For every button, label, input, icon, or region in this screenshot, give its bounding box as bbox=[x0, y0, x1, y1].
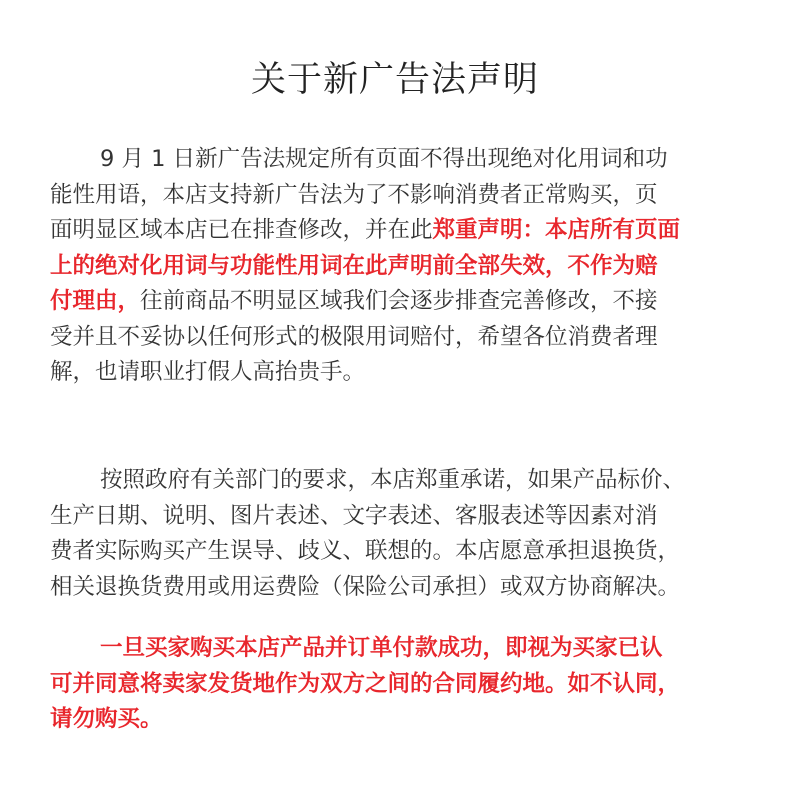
page-title: 关于新广告法声明 bbox=[250, 60, 539, 100]
emphasis-line: 一旦买家购买本店产品并订单付款成功，即视为买家已认 bbox=[100, 635, 663, 661]
emphasis-line: 上的绝对化用词与功能性用词在此声明前全部失效，不作为赔 bbox=[50, 252, 658, 279]
paragraph-line: 能性用语，本店支持新广告法为了不影响消费者正常购买，页 bbox=[50, 181, 658, 208]
paragraph-contract-location bbox=[50, 631, 750, 738]
paragraph-line: 费者实际购买产生误导、歧义、联想的。本店愿意承担退换货， bbox=[50, 538, 681, 564]
emphasis-text: 付理由， bbox=[50, 288, 141, 314]
emphasis-line: 可并同意将卖家发货地作为双方之间的合同履约地。如不认同， bbox=[50, 670, 681, 697]
paragraph-line: 受并且不妥协以任何形式的极限用词赔付，希望各位消费者理 bbox=[50, 323, 658, 350]
paragraph-line: 9 月 1 日新广告法规定所有页面不得出现绝对化用词和功 bbox=[100, 146, 668, 172]
paragraph-text: 面明显区域本店已在排查修改，并在此 bbox=[50, 217, 433, 243]
emphasis-text: 郑重声明：本店所有页面 bbox=[432, 217, 681, 243]
emphasis-line: 请勿购买。 bbox=[50, 706, 163, 732]
paragraph-commitment bbox=[50, 463, 750, 605]
paragraph-ad-law bbox=[50, 142, 750, 391]
paragraph-line: 按照政府有关部门的要求，本店郑重承诺，如果产品标价、 bbox=[100, 467, 686, 493]
paragraph-line: 相关退换货费用或用运费险（保险公司承担）或双方协商解决。 bbox=[50, 573, 681, 600]
paragraph-text: 往前商品不明显区域我们会逐步排查完善修改，不接 bbox=[140, 288, 658, 314]
paragraph-line: 解，也请职业打假人高抬贵手。 bbox=[50, 359, 366, 385]
paragraph-line bbox=[50, 213, 750, 249]
paragraph-line: 生产日期、说明、图片表述、文字表述、客服表述等因素对消 bbox=[50, 502, 658, 529]
paragraph-line bbox=[50, 284, 750, 320]
